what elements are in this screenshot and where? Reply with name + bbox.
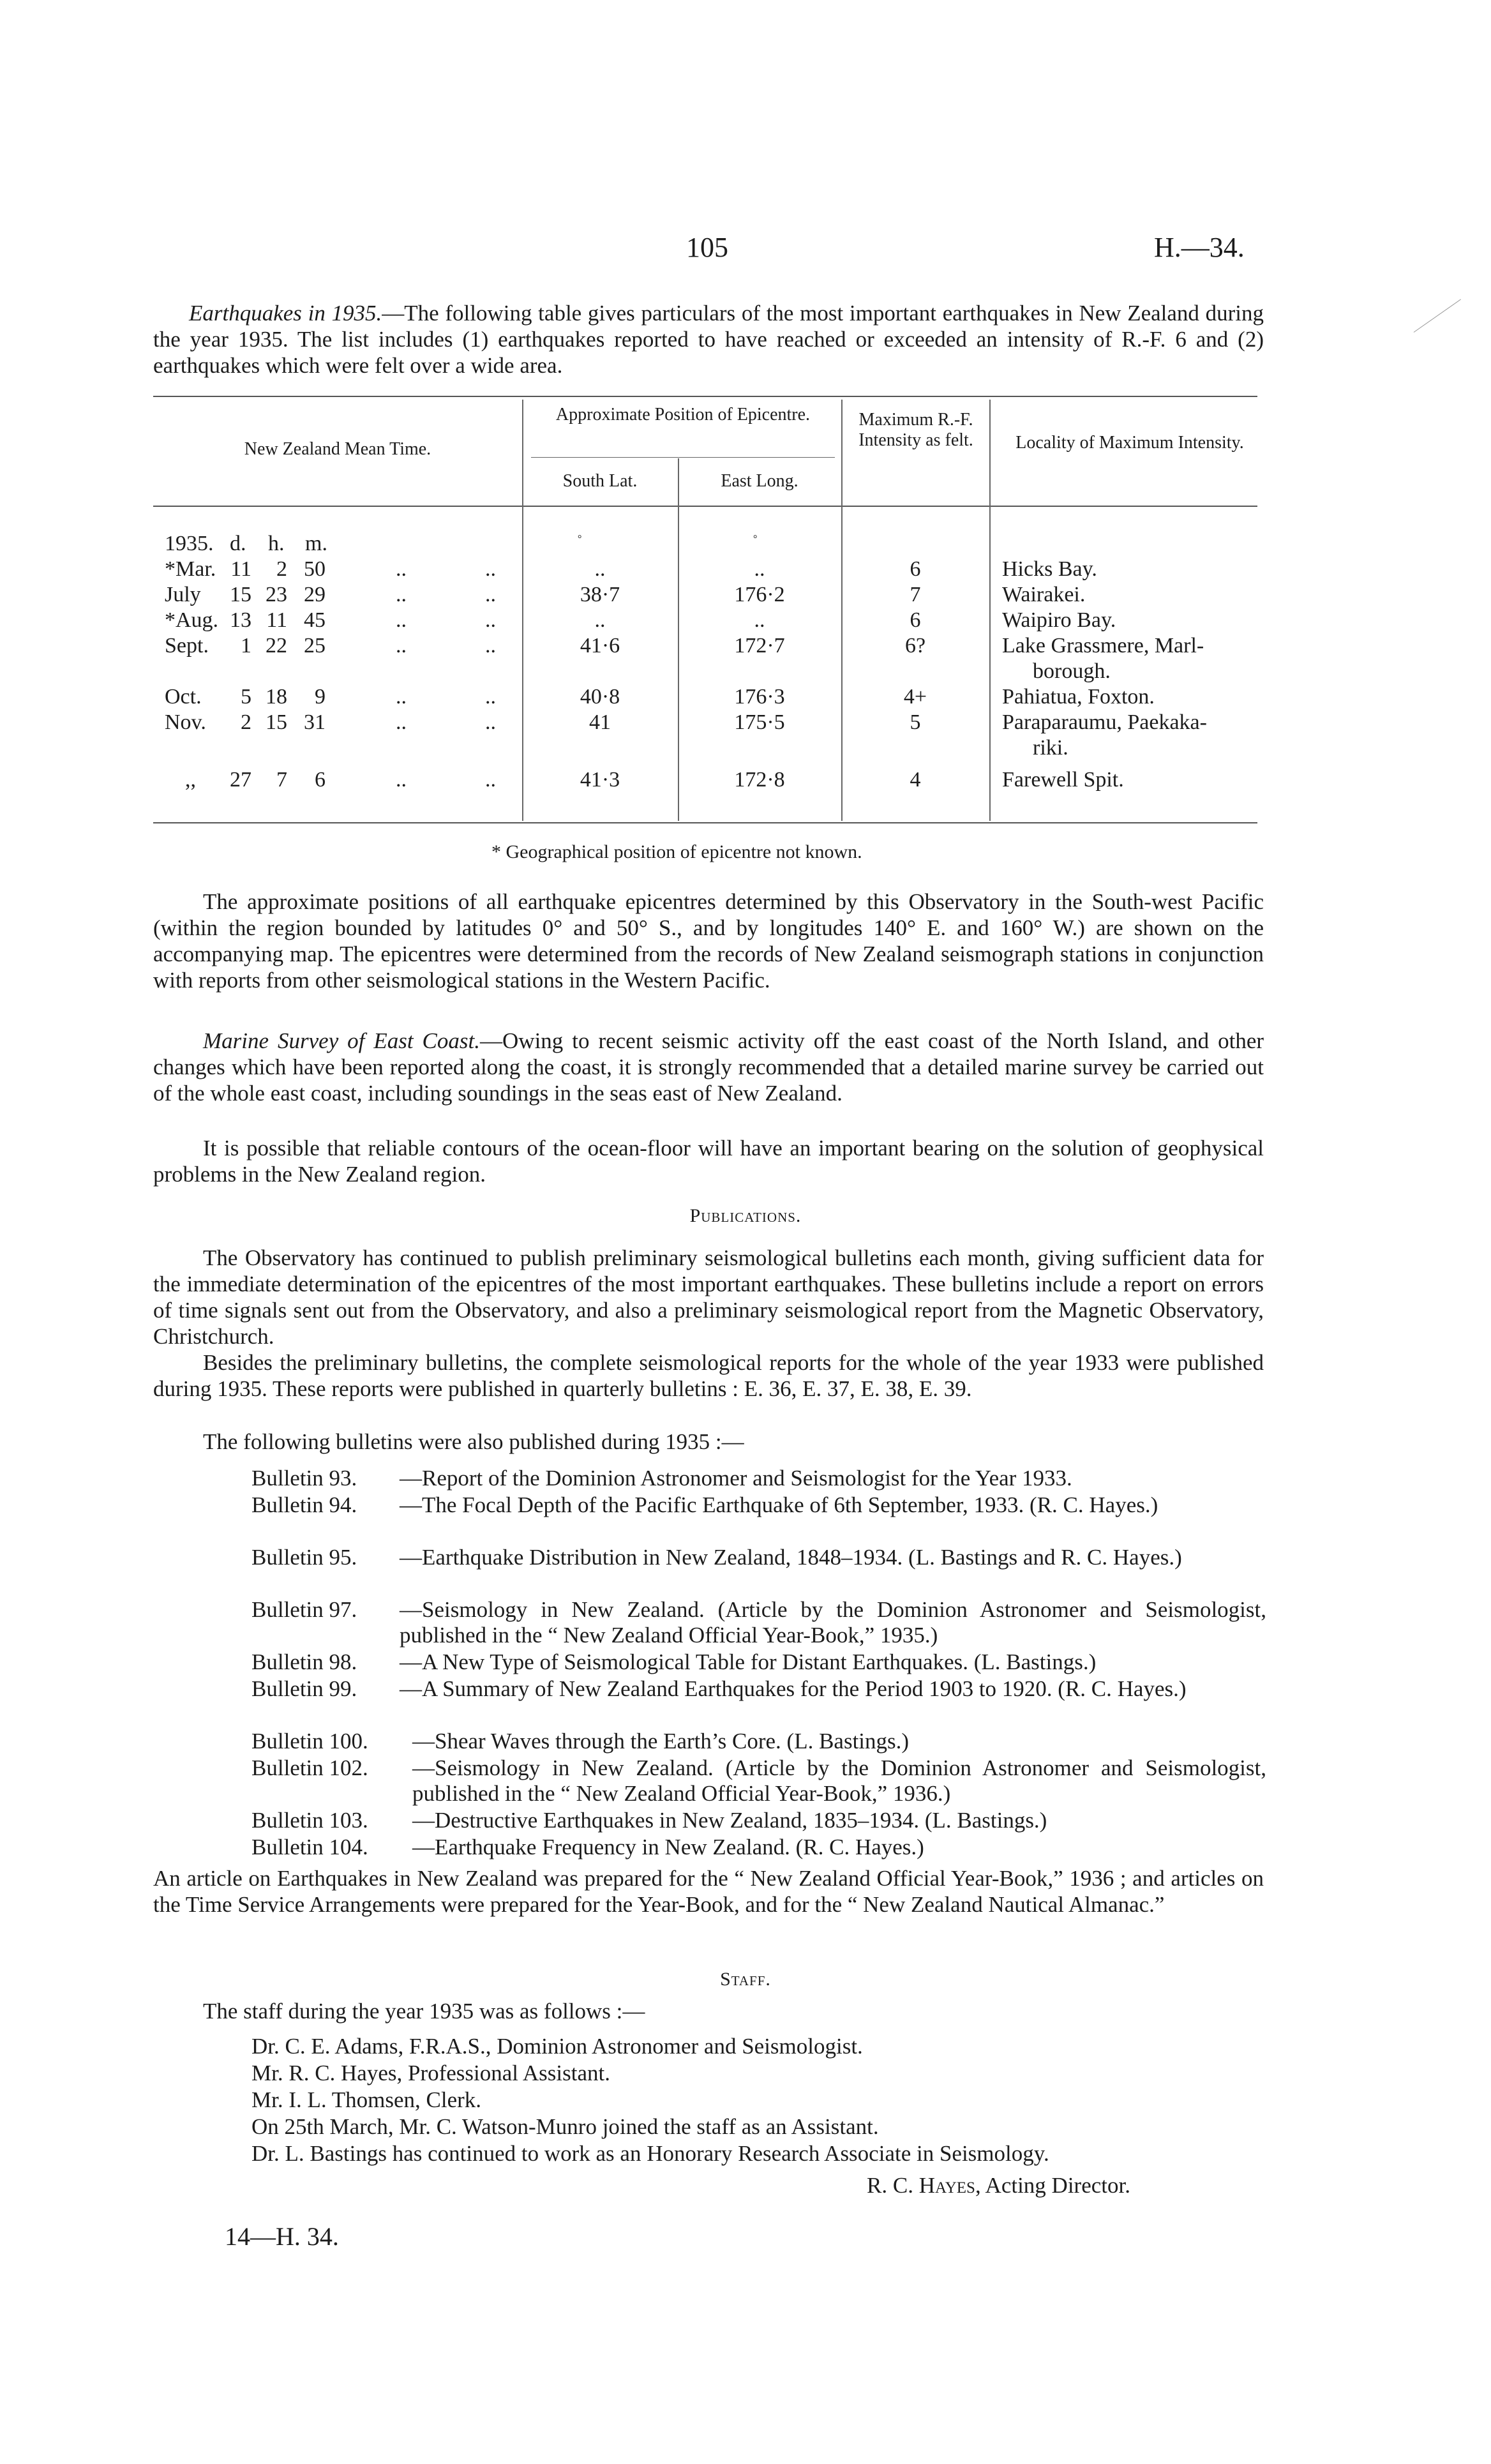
row-day: 1 [241,634,251,657]
bulletin-item [251,1466,1266,1491]
row-rf: 4+ [903,685,927,709]
row-locality: Hicks Bay. [1002,557,1097,581]
row-leader: .. [396,608,407,632]
row-leader: .. [396,710,407,734]
row-month: Nov. [165,710,206,734]
row-rf: 4 [910,768,921,792]
row-rf: 6 [910,608,921,632]
row-month: July [165,583,201,606]
bulletin-text: —Report of the Dominion Astronomer and Seismologist for the Year 1933. [400,1466,1072,1491]
publications-heading: Publications. [689,1205,802,1226]
row-hour: 23 [266,583,287,606]
header-max-rf: Maximum R.-F. Intensity as felt. [858,410,973,450]
row-month: ,, [185,768,196,792]
row-minute: 6 [315,768,326,792]
unit-year: 1935. [165,532,214,555]
bulletin-label: Bulletin 103. [251,1808,368,1833]
contours-paragraph: It is possible that reliable contours of the ocean-floor will have an important bearing on the solution of geophysical problems in the New Zealand region. [153,1136,1264,1187]
earthquake-table [153,396,1257,830]
unit-m: m. [305,532,327,555]
staff-member: Mr. R. C. Hayes, Professional Assistant. [251,2061,610,2085]
header-locality: Locality of Maximum Intensity. [1015,433,1244,453]
table-divider [989,400,991,821]
unit-d: d. [230,532,246,555]
staff-member: Mr. I. L. Thomsen, Clerk. [251,2087,482,2112]
marine-survey-lead: Marine Survey of East Coast. [203,1028,481,1053]
bulletin-item [251,1729,1266,1754]
row-leader: .. [485,710,496,734]
intro-lead: Earthquakes in 1935. [189,301,382,326]
staff-member: On 25th March, Mr. C. Watson-Munro joined the staff as an Assistant. [251,2114,879,2139]
table-header-rule [153,506,1257,507]
bulletin-label: Bulletin 99. [251,1676,357,1701]
row-lat: 41·3 [580,768,620,792]
bulletin-label: Bulletin 104. [251,1835,368,1859]
publications-paragraph-3: The following bulletins were also published during 1935 :— [203,1429,744,1454]
header-time: New Zealand Mean Time. [244,439,431,459]
bulletin-text: —Destructive Earthquakes in New Zealand, 1835–1934. (L. Bastings.) [412,1808,1047,1833]
bulletin-text: —Earthquake Distribution in New Zealand, 1848–1934. (L. Bastings and R. C. Hayes.) [400,1545,1182,1570]
row-month: *Mar. [165,557,216,581]
marine-survey-text: —Owing to recent seismic activity off the east coast of the North Island, and other changes which have been reported along the coast, it is strongly recommended that a detailed marine survey be carried out of the whole east coast, including soundings in the seas east of New Zealand. [153,1028,1264,1106]
page-number: 105 [686,232,728,263]
row-minute: 25 [304,634,326,657]
row-leader: .. [396,768,407,792]
bulletin-text: —A New Type of Seismological Table for Distant Earthquakes. (L. Bastings.) [400,1649,1097,1674]
bulletin-item [251,1597,1266,1648]
bulletin-label: Bulletin 97. [251,1597,357,1622]
row-hour: 2 [276,557,287,581]
row-leader: .. [396,634,407,657]
row-long: 172·7 [734,634,785,657]
row-lat: .. [594,557,606,581]
row-day: 11 [230,557,251,581]
row-minute: 9 [315,685,326,709]
row-long: 176·3 [734,685,785,709]
row-day: 2 [241,710,251,734]
row-rf: 7 [910,583,921,606]
signature-name: R. C. Hayes, [867,2173,981,2198]
bulletin-item [251,1676,1266,1702]
row-long: .. [754,557,765,581]
bulletin-label: Bulletin 94. [251,1492,357,1517]
bulletin-item [251,1835,1266,1860]
row-lat: .. [594,608,606,632]
bulletin-item [251,1649,1266,1675]
row-locality: Pahiatua, Foxton. [1002,685,1155,709]
row-hour: 7 [276,768,287,792]
row-minute: 45 [304,608,326,632]
row-leader: .. [485,634,496,657]
row-leader: .. [485,685,496,709]
signature [867,2173,1130,2198]
row-day: 27 [230,768,251,792]
staff-member: Dr. C. E. Adams, F.R.A.S., Dominion Astronomer and Seismologist. [251,2034,863,2059]
pencil-mark [1414,299,1461,332]
marine-survey-paragraph [153,1028,1264,1106]
bulletin-text: —Seismology in New Zealand. (Article by the Dominion Astronomer and Seismologist, published in the “ New Zealand Official Year-Book,” 1936.) [412,1755,1266,1806]
publications-paragraph-2: Besides the preliminary bulletins, the complete seismological reports for the whole of the year 1933 were published during 1935. These reports were published in quarterly bulletins : E. 36, E. 37, E. 38, E. 39. [153,1350,1264,1401]
bulletin-item [251,1808,1266,1833]
row-hour: 11 [266,608,287,632]
table-footnote: * Geographical position of epicentre not known. [491,841,862,862]
row-minute: 29 [304,583,326,606]
staff-member: Dr. L. Bastings has continued to work as an Honorary Research Associate in Seismology. [251,2141,1049,2166]
row-locality: Paraparaumu, Paekaka- [1002,710,1207,734]
staff-intro: The staff during the year 1935 was as follows :— [203,1999,645,2024]
publications-paragraph-1: The Observatory has continued to publish preliminary seismological bulletins each month, giving sufficient data for the immediate determination of the epicentres of the most important earthquakes. These bulletins include a report on errors of time signals sent out from the Observatory, and also a preliminary seismological report from the Magnetic Observatory, Christchurch. [153,1245,1264,1349]
header-position: Approximate Position of Epicentre. [555,405,811,424]
row-day: 15 [230,583,251,606]
row-hour: 22 [266,634,287,657]
bulletin-text: —Shear Waves through the Earth’s Core. (L. Bastings.) [412,1729,910,1754]
bulletin-text: —Earthquake Frequency in New Zealand. (R. C. Hayes.) [412,1835,924,1859]
row-hour: 18 [266,685,287,709]
row-month: *Aug. [165,608,219,632]
row-leader: .. [396,583,407,606]
row-locality: Wairakei. [1002,583,1086,606]
row-lat: 41 [589,710,611,734]
row-leader: .. [396,685,407,709]
intro-paragraph [153,300,1264,379]
row-day: 5 [241,685,251,709]
row-locality-continued: riki. [1033,736,1068,760]
row-locality-continued: borough. [1033,659,1111,683]
bulletin-label: Bulletin 93. [251,1466,357,1491]
row-leader: .. [396,557,407,581]
unit-degree-lat: ° [578,534,582,545]
row-lat: 41·6 [580,634,620,657]
bulletin-item [251,1492,1266,1518]
row-locality: Lake Grassmere, Marl- [1002,634,1204,657]
row-long: 176·2 [734,583,785,606]
table-top-rule [153,396,1257,397]
bulletin-label: Bulletin 95. [251,1545,357,1570]
row-minute: 50 [304,557,326,581]
subheader-rule [531,457,835,458]
row-lat: 38·7 [580,583,620,606]
bulletin-label: Bulletin 102. [251,1755,368,1780]
bulletin-label: Bulletin 100. [251,1729,368,1754]
bulletin-item [251,1545,1266,1570]
row-month: Oct. [165,685,202,709]
row-leader: .. [485,768,496,792]
header-south-lat: South Lat. [562,471,638,491]
row-day: 13 [230,608,251,632]
unit-degree-long: ° [753,534,758,545]
row-leader: .. [485,608,496,632]
bulletin-text: —The Focal Depth of the Pacific Earthquake of 6th September, 1933. (R. C. Hayes.) [400,1492,1158,1517]
row-long: .. [754,608,765,632]
report-reference: H.—34. [1154,232,1245,263]
row-lat: 40·8 [580,685,620,709]
row-rf: 6? [904,634,926,657]
row-month: Sept. [165,634,209,657]
bulletin-text: —A Summary of New Zealand Earthquakes for the Period 1903 to 1920. (R. C. Hayes.) [400,1676,1187,1701]
row-locality: Farewell Spit. [1002,768,1124,792]
bulletin-text: —Seismology in New Zealand. (Article by the Dominion Astronomer and Seismologist, published in the “ New Zealand Official Year-Book,” 1935.) [400,1597,1266,1648]
footer-reference: 14—H. 34. [225,2222,339,2251]
intro-text: —The following table gives particulars of the most important earthquakes in New Zealand during the year 1935. The list includes (1) earthquakes reported to have reached or exceeded an intensity of R.-F. 6 and (2) earthquakes which were felt over a wide area. [153,301,1264,378]
row-long: 172·8 [734,768,785,792]
header-east-long: East Long. [721,471,798,491]
row-long: 175·5 [734,710,785,734]
row-leader: .. [485,583,496,606]
row-minute: 31 [304,710,326,734]
staff-heading: Staff. [720,1969,771,1990]
row-locality: Waipiro Bay. [1002,608,1116,632]
publications-paragraph-4: An article on Earthquakes in New Zealand was prepared for the “ New Zealand Official Year-Book,” 1936 ; and articles on the Time Service Arrangements were prepared for the Year-Book, and for the “ New Zealand Nautical Almanac.” [153,1866,1264,1917]
bulletin-label: Bulletin 98. [251,1649,357,1674]
signature-title: Acting Director. [985,2173,1130,2198]
unit-h: h. [268,532,285,555]
bulletin-item [251,1755,1266,1807]
row-rf: 6 [910,557,921,581]
row-hour: 15 [266,710,287,734]
row-leader: .. [485,557,496,581]
epicentres-paragraph: The approximate positions of all earthquake epicentres determined by this Observatory in the South-west Pacific (within the region bounded by latitudes 0° and 50° S., and by longitudes 140° E. and 160° W.) are shown on the accompanying map. The epicentres were determined from the records of New Zealand seismograph stations in conjunction with reports from other seismological stations in the Western Pacific. [153,889,1264,993]
row-rf: 5 [910,710,921,734]
table-bottom-rule [153,822,1257,823]
